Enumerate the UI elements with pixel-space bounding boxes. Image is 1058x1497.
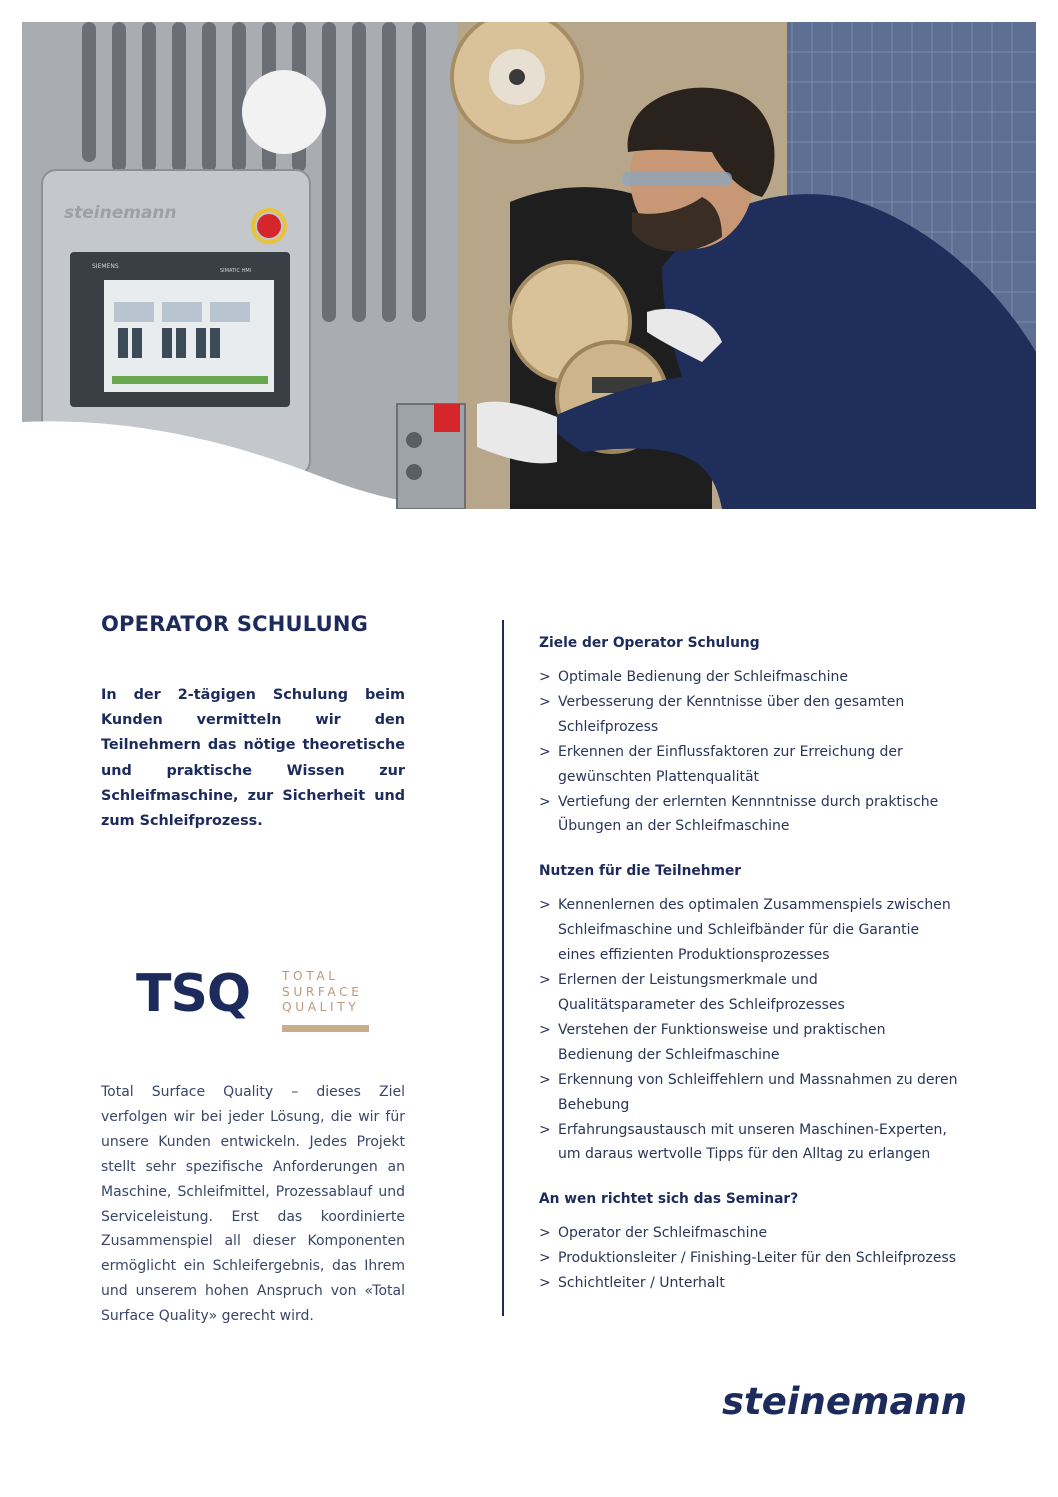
section-title: An wen richtet sich das Seminar? — [539, 1191, 799, 1208]
list-item: > Verbesserung der Kenntnisse über den gesamten Schleifprozess — [539, 690, 959, 740]
hmi-model-label: SIMATIC HMI — [220, 268, 252, 274]
tsq-word-total: TOTAL — [282, 969, 339, 983]
steinemann-logo: steinemann — [722, 1380, 968, 1423]
list-item: > Optimale Bedienung der Schleifmaschine — [539, 665, 959, 690]
tsq-word-quality: QUALITY — [282, 1000, 360, 1014]
emergency-stop-icon — [257, 214, 281, 238]
tsq-logo-bar — [282, 1025, 369, 1032]
section-title: Ziele der Operator Schulung — [539, 635, 760, 651]
hmi-screen — [104, 280, 274, 392]
page-title: OPERATOR SCHULUNG — [101, 612, 369, 636]
list-item: > Produktionsleiter / Finishing-Leiter für den Schleifprozess — [539, 1246, 959, 1271]
intro-paragraph: In der 2-tägigen Schulung beim Kunden vermitteln wir den Teilnehmern das nötige theoretische und praktische Wissen zur Schleifmaschine, zur Sicherheit und zum Schleifprozess. — [101, 687, 405, 830]
list-item: > Erfahrungsaustausch mit unseren Maschinen-Experten, um daraus wertvolle Tipps für den Alltag zu erlangen — [539, 1118, 959, 1168]
hmi-maker-label: SIEMENS — [92, 263, 119, 270]
section-title: Nutzen für die Teilnehmer — [539, 863, 742, 880]
hero-illustration — [22, 22, 1036, 509]
tsq-logo-letters: TSQ — [136, 964, 251, 1024]
tsq-word-surface: SURFACE — [282, 984, 363, 999]
machine-brand-label: steinemann — [64, 203, 177, 223]
list-item: > Operator der Schleifmaschine — [539, 1221, 959, 1246]
list-item: > Vertiefung der erlernten Kennntnisse durch praktische Übungen an der Schleifmaschine — [539, 790, 959, 840]
tsq-logo-words — [282, 969, 363, 1016]
tsq-logo — [136, 964, 376, 1040]
list-item: > Verstehen der Funktionsweise und praktischen Bedienung der Schleifmaschine — [539, 1018, 959, 1068]
list-item: > Schichtleiter / Unterhalt — [539, 1271, 959, 1296]
column-divider — [502, 620, 504, 1316]
section-goals — [539, 632, 959, 839]
list-item: > Erlernen der Leistungsmerkmale und Qualitätsparameter des Schleifprozesses — [539, 968, 959, 1018]
porthole — [242, 70, 326, 154]
section-audience — [539, 1188, 959, 1296]
hero-photo — [22, 22, 1036, 509]
list-item: > Erkennen der Einflussfaktoren zur Erreichung der gewünschten Plattenqualität — [539, 740, 959, 790]
goals-list — [539, 665, 959, 839]
section-benefits — [539, 860, 959, 1167]
benefits-list — [539, 893, 959, 1167]
audience-list — [539, 1221, 959, 1296]
list-item: > Erkennung von Schleiffehlern und Massnahmen zu deren Behebung — [539, 1068, 959, 1118]
right-column — [539, 632, 959, 1317]
tsq-description: Total Surface Quality – dieses Ziel verfolgen wir bei jeder Lösung, die wir für unsere Kunden entwickeln. Jedes Projekt stellt sehr spezifische Anforderungen an Maschine, Schleifmittel, Prozessablauf und Serviceleistung. Erst das koordinierte Zusammenspiel all dieser Komponenten ermöglicht ein Schleifergebnis, das Ihrem und unserem hohen Anspruch von «Total Surface Quality» gerecht wird. — [101, 1084, 405, 1325]
list-item: > Kennenlernen des optimalen Zusammenspiels zwischen Schleifmaschine und Schleifbänder für die Garantie eines effizienten Produktionsprozesses — [539, 893, 959, 968]
